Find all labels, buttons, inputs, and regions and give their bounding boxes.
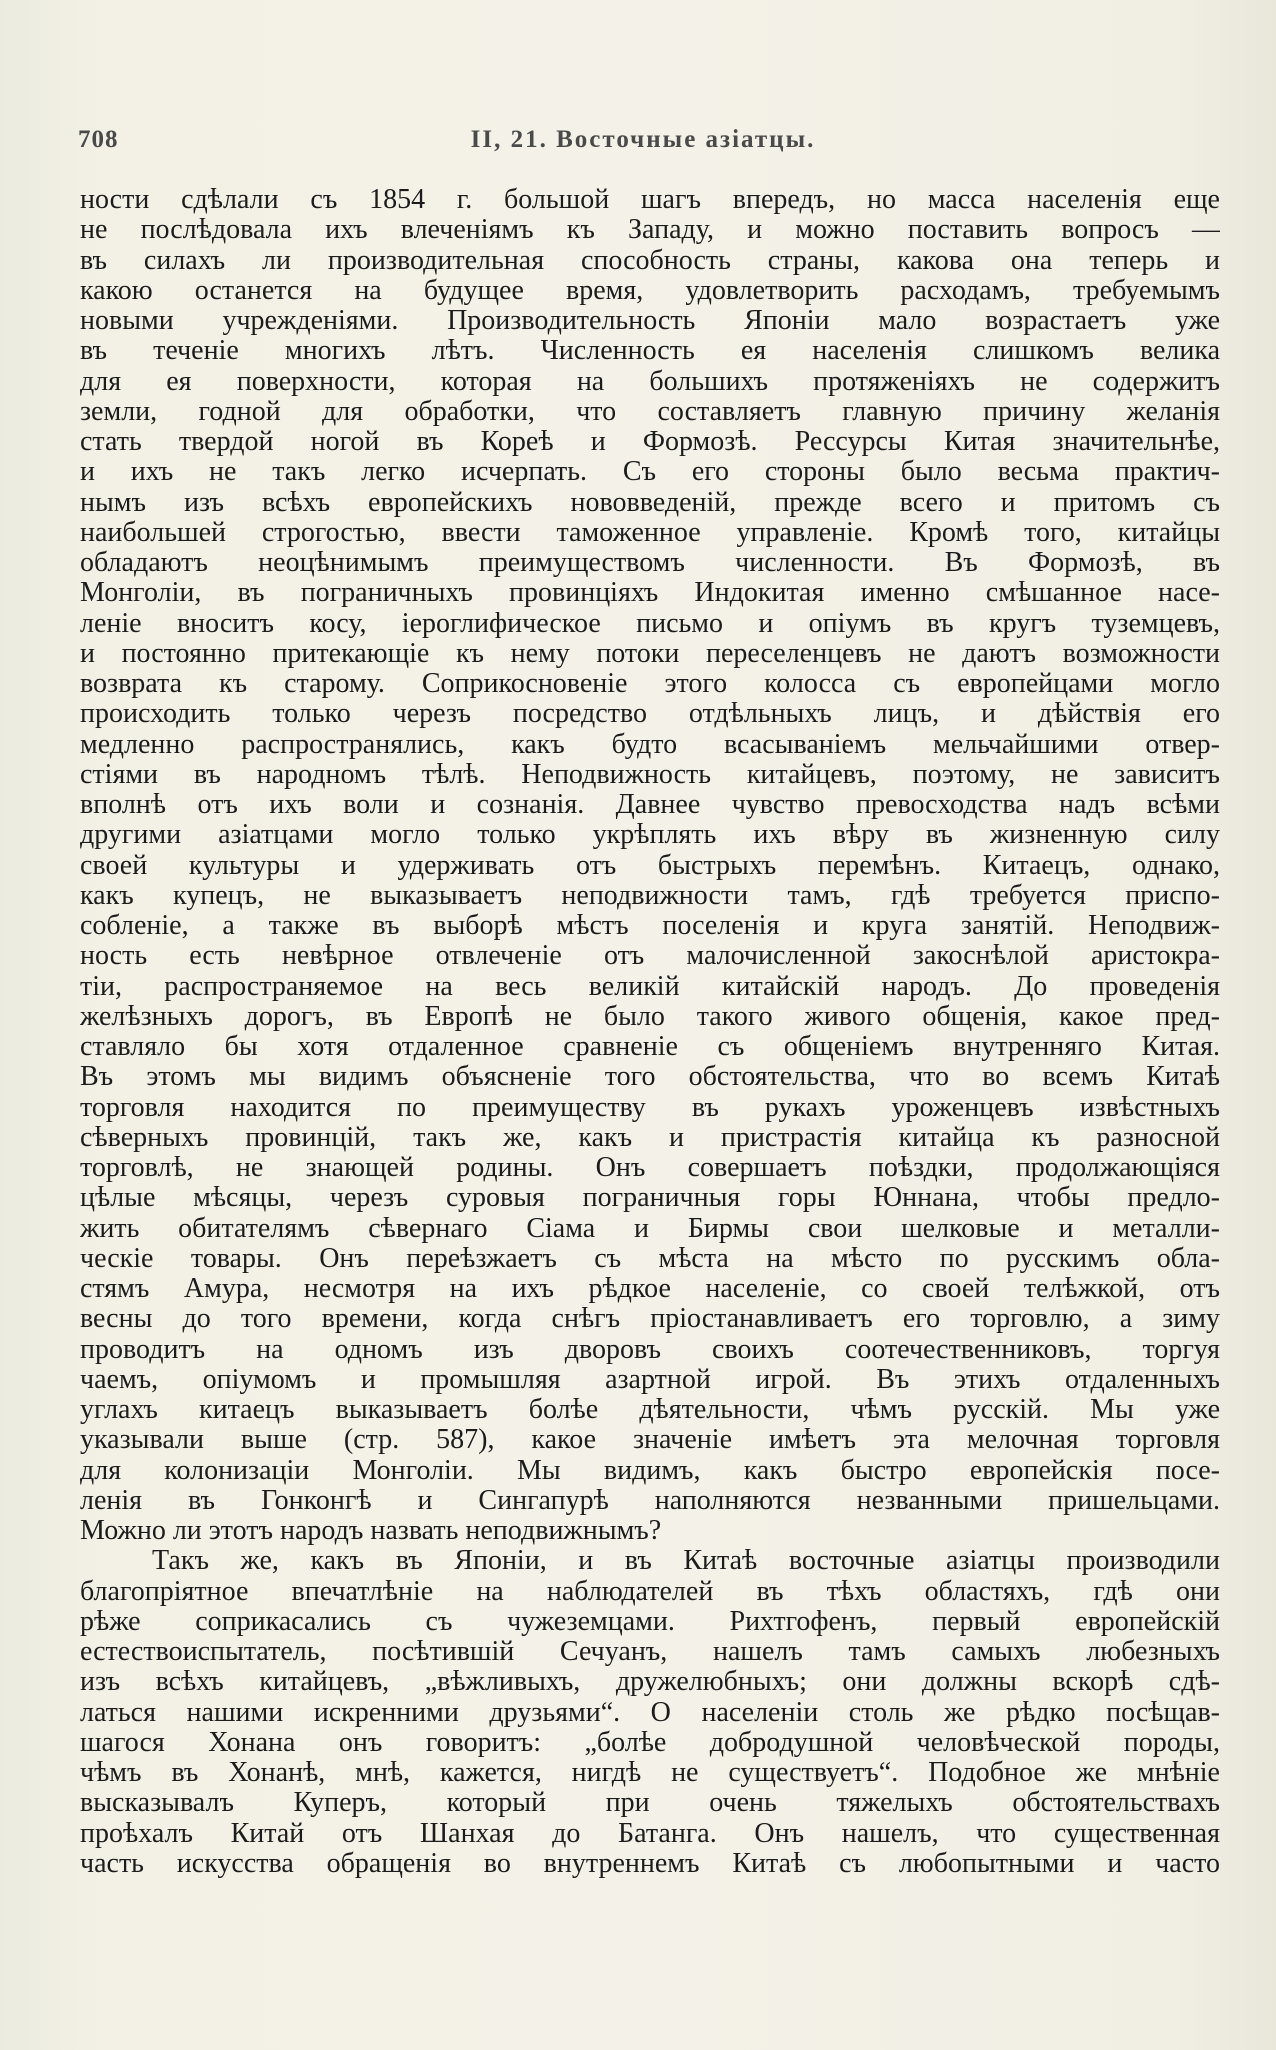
text-line: изъ всѣхъ китайцевъ, „вѣжливыхъ, дружелюбныхъ; они должны вскорѣ сдѣ- [80, 1667, 1220, 1698]
text-line: цѣлые мѣсяцы, черезъ суровыя пограничныя горы Юннана, чтобы предло- [80, 1183, 1220, 1214]
text-line: рѣже соприкасались съ чужеземцами. Рихтгофенъ, первый европейскій [80, 1606, 1220, 1637]
text-line: ческіе товары. Онъ переѣзжаетъ съ мѣста на мѣсто по русскимъ обла- [80, 1243, 1220, 1274]
text-line: своей культуры и удерживать отъ быстрыхъ перемѣнъ. Китаецъ, однако, [80, 850, 1220, 881]
text-line: весны до того времени, когда снѣгъ пріостанавливаетъ его торговлю, а зиму [80, 1304, 1220, 1335]
text-line: медленно распространялись, какъ будто всасываніемъ мельчайшими отвер- [80, 729, 1220, 760]
text-line: естествоиспытатель, посѣтившій Сечуанъ, нашелъ тамъ самыхъ любезныхъ [80, 1637, 1220, 1667]
text-line: Такъ же, какъ въ Японіи, и въ Китаѣ восточные азіатцы производили [152, 1546, 1220, 1577]
page-number: 708 [78, 126, 119, 153]
text-line: вполнѣ отъ ихъ воли и сознанія. Давнее чувство превосходства надъ всѣми [80, 790, 1220, 820]
text-line: въ теченіе многихъ лѣтъ. Численность ея населенія слишкомъ велика [80, 336, 1220, 367]
text-line: благопріятное впечатлѣніе на наблюдателей въ тѣхъ областяхъ, гдѣ они [80, 1576, 1220, 1607]
text-line: Въ этомъ мы видимъ объясненіе того обстоятельства, что во всемъ Китаѣ [80, 1062, 1220, 1093]
text-line: происходить только черезъ посредство отдѣльныхъ лицъ, и дѣйствія его [80, 699, 1220, 730]
text-line: ности сдѣлали съ 1854 г. большой шагъ впередъ, но масса населенія еще [80, 185, 1220, 215]
section-title: II, 21. Восточные азіатцы. [470, 126, 816, 153]
text-line: проѣхалъ Китай отъ Шанхая до Батанга. Онъ нашелъ, что существенная [80, 1818, 1220, 1849]
text-line: въ силахъ ли производительная способность страны, какова она теперь и [80, 245, 1220, 276]
text-line: Можно ли этотъ народъ назвать неподвижнымъ? [80, 1516, 662, 1546]
text-line: шагося Хонана онъ говоритъ: „болѣе добродушной человѣческой породы, [80, 1727, 1220, 1758]
text-line: Монголіи, въ пограничныхъ провинціяхъ Индокитая именно смѣшанное насе- [80, 578, 1220, 609]
text-line: сѣверныхъ провинцій, такъ же, какъ и пристрастія китайца къ разносной [80, 1122, 1220, 1153]
text-line: высказывалъ Куперъ, который при очень тяжелыхъ обстоятельствахъ [80, 1788, 1220, 1819]
text-line: чаемъ, опіумомъ и промышляя азартной игрой. Въ этихъ отдаленныхъ [80, 1364, 1220, 1395]
text-line: и ихъ не такъ легко исчерпать. Съ его стороны было весьма практич- [80, 457, 1220, 488]
text-line: нымъ изъ всѣхъ европейскихъ нововведеній, прежде всего и притомъ съ [80, 487, 1220, 518]
text-line: жить обитателямъ сѣвернаго Сіама и Бирмы свои шелковые и металли- [80, 1213, 1220, 1244]
text-line: желѣзныхъ дорогъ, въ Европѣ не было такого живого общенія, какое пред- [80, 1001, 1220, 1032]
text-line: латься нашими искренними друзьями“. О населеніи столь же рѣдко посѣщав- [80, 1697, 1220, 1728]
text-line: указывали выше (стр. 587), какое значеніе имѣетъ эта мелочная торговля [80, 1425, 1220, 1456]
text-line: ленія въ Гонконгѣ и Сингапурѣ наполняются незванными пришельцами. [80, 1485, 1220, 1516]
text-line: ставляло бы хотя отдаленное сравненіе съ общеніемъ внутренняго Китая. [80, 1032, 1220, 1062]
text-line: для ея поверхности, которая на большихъ протяженіяхъ не содержитъ [80, 366, 1220, 397]
text-line: стать твердой ногой въ Кореѣ и Формозѣ. Рессурсы Китая значительнѣе, [80, 427, 1220, 457]
text-line: часть искусства обращенія во внутреннемъ Китаѣ съ любопытными и часто [80, 1848, 1220, 1879]
text-line: наибольшей строгостью, ввести таможенное управленіе. Кромѣ того, китайцы [80, 517, 1220, 548]
text-line: ность есть невѣрное отвлеченіе отъ малочисленной закоснѣлой аристокра- [80, 941, 1220, 972]
text-line: чѣмъ въ Хонанѣ, мнѣ, кажется, нигдѣ не существуетъ“. Подобное же мнѣніе [80, 1758, 1220, 1788]
text-line: для колонизаціи Монголіи. Мы видимъ, какъ быстро европейскія посе- [80, 1455, 1220, 1486]
text-line: собленіе, а также въ выборѣ мѣстъ поселенія и круга занятій. Неподвиж- [80, 911, 1220, 941]
text-line: стіями въ народномъ тѣлѣ. Неподвижность китайцевъ, поэтому, не зависитъ [80, 759, 1220, 790]
text-line: другими азіатцами могло только укрѣплять ихъ вѣру въ жизненную силу [80, 820, 1220, 851]
text-line: стямъ Амура, несмотря на ихъ рѣдкое населеніе, со своей телѣжкой, отъ [80, 1274, 1220, 1304]
text-line: тіи, распространяемое на весь великій китайскій народъ. До проведенія [80, 971, 1220, 1002]
text-line: проводитъ на одномъ изъ дворовъ своихъ соотечественниковъ, торгуя [80, 1334, 1220, 1365]
text-line: какою останется на будущее время, удовлетворить расходамъ, требуемымъ [80, 275, 1220, 306]
text-line: не послѣдовала ихъ влеченіямъ къ Западу, и можно поставить вопросъ — [80, 215, 1220, 246]
text-line: возврата къ старому. Соприкосновеніе этого колосса съ европейцами могло [80, 669, 1220, 699]
text-line: обладаютъ неоцѣнимымъ преимуществомъ численности. Въ Формозѣ, въ [80, 548, 1220, 578]
text-line: углахъ китаецъ выказываетъ болѣе дѣятельности, чѣмъ русскій. Мы уже [80, 1395, 1220, 1425]
text-line: торговлѣ, не знающей родины. Онъ совершаетъ поѣздки, продолжающіяся [80, 1153, 1220, 1183]
text-line: какъ купецъ, не выказываетъ неподвижности тамъ, гдѣ требуется приспо- [80, 880, 1220, 911]
running-head [78, 120, 1208, 160]
text-line: торговля находится по преимуществу въ рукахъ уроженцевъ извѣстныхъ [80, 1092, 1220, 1123]
text-line: земли, годной для обработки, что составляетъ главную причину желанія [80, 396, 1220, 427]
text-line: леніе вноситъ косу, іероглифическое письмо и опіумъ въ кругъ туземцевъ, [80, 608, 1220, 639]
body-text [80, 185, 1220, 1879]
text-line: и постоянно притекающіе къ нему потоки переселенцевъ не даютъ возможности [80, 638, 1220, 669]
text-line: новыми учрежденіями. Производительность Японіи мало возрастаетъ уже [80, 306, 1220, 336]
